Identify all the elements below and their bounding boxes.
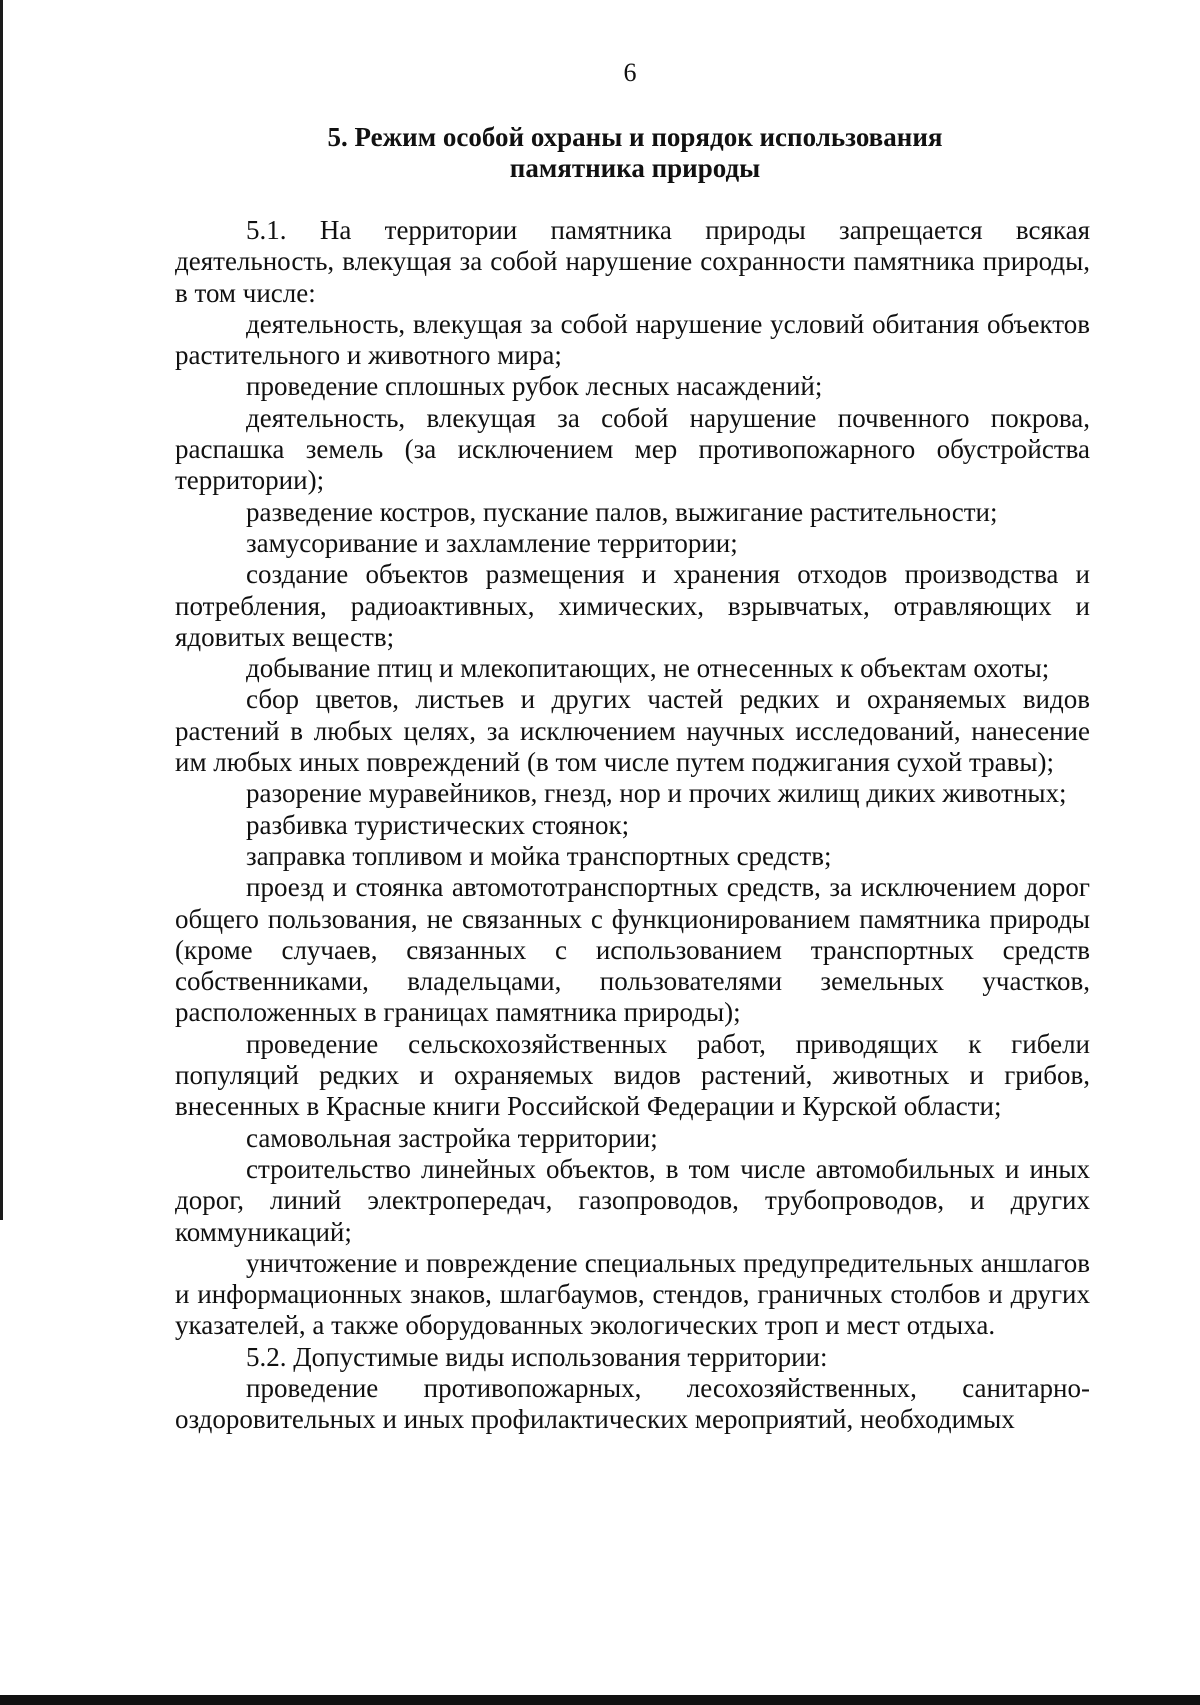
scan-edge-left [0,0,3,1220]
list-item: самовольная застройка территории; [246,1122,658,1153]
section-title-line-2: памятника природы [509,153,761,183]
list-item: деятельность, влекущая за собой нарушение почвенного покрова, распашка земель (за исключением мер противопожарного обустройства территории); [175,402,1090,496]
list-item: строительство линейных объектов, в том числе автомобильных и иных дорог, линий электропередач, газопроводов, трубопроводов, и других коммуникаций; [175,1153,1090,1247]
list-item: сбор цветов, листьев и других частей редких и охраняемых видов растений в любых целях, за исключением научных исследований, нанесение им любых иных повреждений (в том числе путем поджигания сухой травы); [175,684,1090,778]
list-item: проведение противопожарных, лесохозяйственных, санитарно-оздоровительных и иных профилактических мероприятий, необходимых [175,1372,1090,1435]
page-number: 6 [623,58,637,87]
list-item: разорение муравейников, гнезд, нор и прочих жилищ диких животных; [246,778,1067,809]
list-item: создание объектов размещения и хранения отходов производства и потребления, радиоактивных, химических, взрывчатых, отравляющих и ядовитых веществ; [175,559,1090,652]
list-item: замусоривание и захламление территории; [246,527,738,558]
section-title [175,122,1095,184]
body-text [175,215,1090,1436]
list-item: заправка топливом и мойка транспортных средств; [246,840,832,871]
list-item: проведение сельскохозяйственных работ, приводящих к гибели популяций редких и охраняемых видов растений, животных и грибов, внесенных в Красные книги Российской Федерации и Курской области; [175,1028,1090,1122]
list-item: разбивка туристических стоянок; [246,809,630,840]
paragraph-5-2: 5.2. Допустимые виды использования территории: [246,1341,828,1372]
list-item: разведение костров, пускание палов, выжигание растительности; [246,496,998,527]
scan-edge-bottom [0,1695,1200,1705]
list-item: проведение сплошных рубок лесных насаждений; [246,371,823,402]
list-item: уничтожение и повреждение специальных предупредительных аншлагов и информационных знаков, шлагбаумов, стендов, граничных столбов и других указателей, а также оборудованных экологических троп и мест отдыха. [175,1247,1090,1341]
list-item: добывание птиц и млекопитающих, не отнесенных к объектам охоты; [246,653,1050,684]
section-title-line-1: 5. Режим особой охраны и порядок использования [327,122,943,152]
list-item: деятельность, влекущая за собой нарушение условий обитания объектов растительного и животного мира; [175,308,1090,371]
paragraph-5-1: 5.1. На территории памятника природы запрещается всякая деятельность, влекущая за собой нарушение сохранности памятника природы, в том числе: [175,215,1090,308]
list-item: проезд и стоянка автомототранспортных средств, за исключением дорог общего пользования, не связанных с функционированием памятника природы (кроме случаев, связанных с использованием транспортных средств собственниками, владельцами, пользователями земельных участков, расположенных в границах памятника природы); [175,872,1090,1028]
